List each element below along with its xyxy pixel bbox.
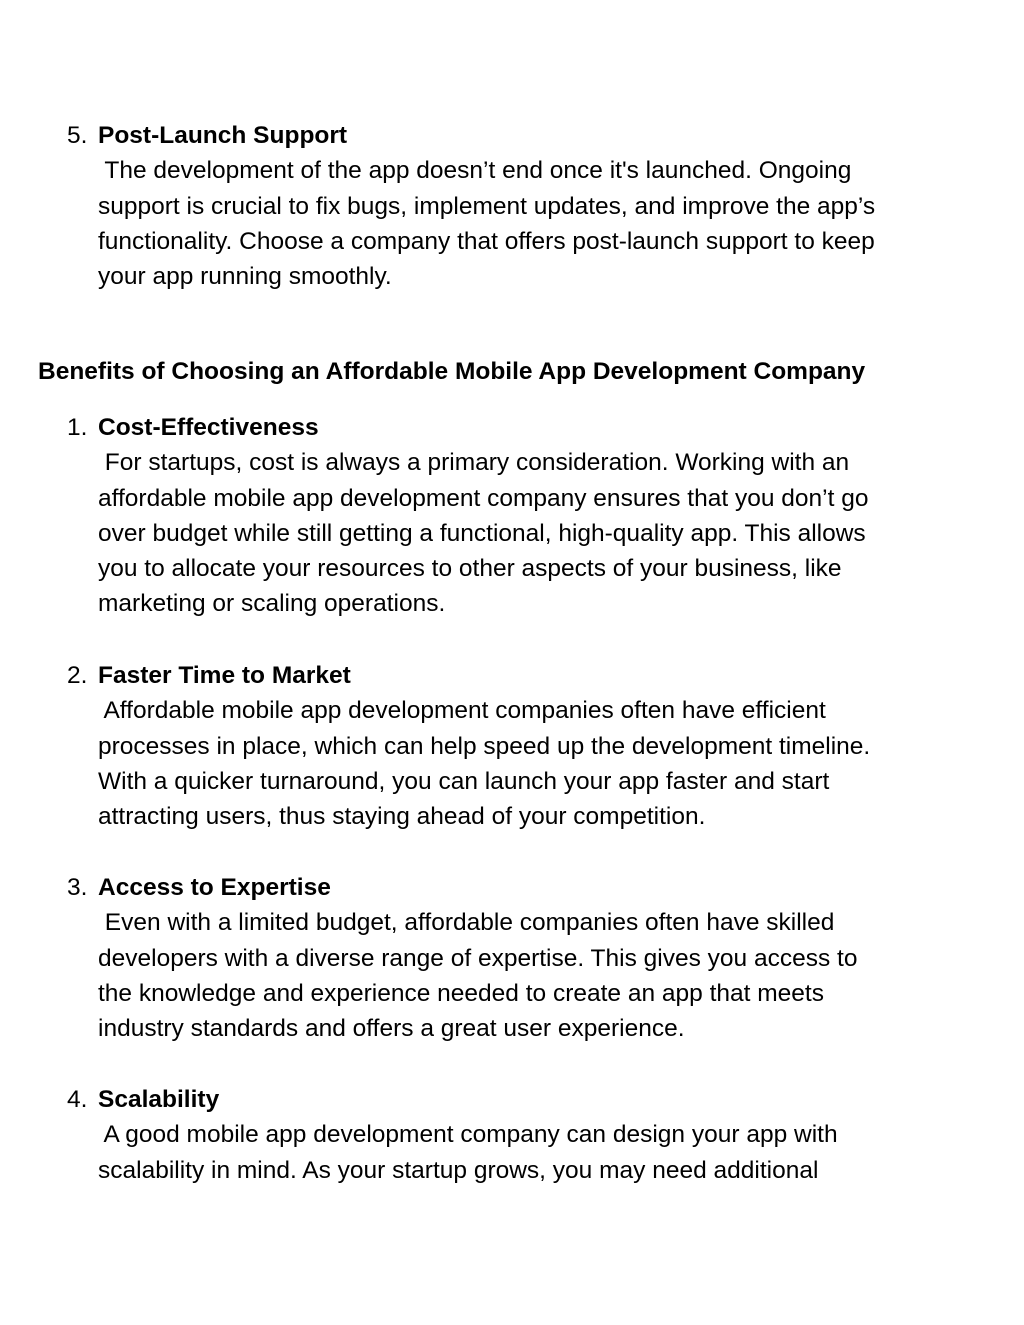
list-item-title: Post-Launch Support: [98, 122, 348, 149]
list-number: 5.: [67, 122, 88, 149]
list-item-cost-effectiveness: [67, 410, 978, 622]
body-line: scalability in mind. As your startup grows, you may need additional: [98, 1156, 819, 1184]
body-line: For startups, cost is always a primary consideration. Working with an: [98, 449, 850, 477]
body-line: developers with a diverse range of expertise. This gives you access to: [98, 944, 858, 972]
section-heading: Benefits of Choosing an Affordable Mobile App Development Company: [38, 358, 866, 385]
body-line: industry standards and offers a great user experience.: [98, 1015, 685, 1043]
body-line: support is crucial to fix bugs, implement updates, and improve the app’s: [98, 192, 876, 220]
body-line: your app running smoothly.: [98, 263, 392, 291]
list-item-body: [98, 445, 978, 621]
list-item-title: Cost-Effectiveness: [98, 414, 319, 441]
list-item-body: [98, 905, 978, 1046]
list-number: 3.: [67, 874, 88, 901]
body-line: attracting users, thus staying ahead of your competition.: [98, 803, 706, 831]
body-line: Even with a limited budget, affordable companies often have skilled: [98, 909, 835, 937]
list-item-title: Access to Expertise: [98, 874, 331, 901]
list-item-body: [98, 1117, 978, 1188]
list-item-post-launch-support: [67, 118, 978, 294]
body-line: A good mobile app development company can design your app with: [98, 1121, 838, 1149]
list-item-body: [98, 153, 978, 294]
body-line: marketing or scaling operations.: [98, 590, 446, 618]
body-line: you to allocate your resources to other aspects of your business, like: [98, 555, 842, 583]
list-item-title: Scalability: [98, 1086, 220, 1113]
body-line: Affordable mobile app development companies often have efficient: [98, 697, 826, 725]
list-item-title: Faster Time to Market: [98, 662, 351, 689]
list-item-access-to-expertise: [67, 870, 978, 1046]
list-number: 2.: [67, 662, 88, 689]
body-line: over budget while still getting a functional, high-quality app. This allows: [98, 519, 866, 547]
body-line: With a quicker turnaround, you can launch your app faster and start: [98, 767, 830, 795]
list-item-body: [98, 693, 978, 834]
body-line: affordable mobile app development company ensures that you don’t go: [98, 484, 869, 512]
list-item-scalability: [67, 1082, 978, 1188]
body-line: The development of the app doesn’t end once it's launched. Ongoing: [98, 157, 852, 185]
list-number: 1.: [67, 414, 88, 441]
body-line: processes in place, which can help speed up the development timeline.: [98, 732, 871, 760]
list-number: 4.: [67, 1086, 88, 1113]
list-item-faster-time-to-market: [67, 658, 978, 834]
body-line: the knowledge and experience needed to create an app that meets: [98, 979, 824, 1007]
body-line: functionality. Choose a company that offers post-launch support to keep: [98, 227, 875, 255]
